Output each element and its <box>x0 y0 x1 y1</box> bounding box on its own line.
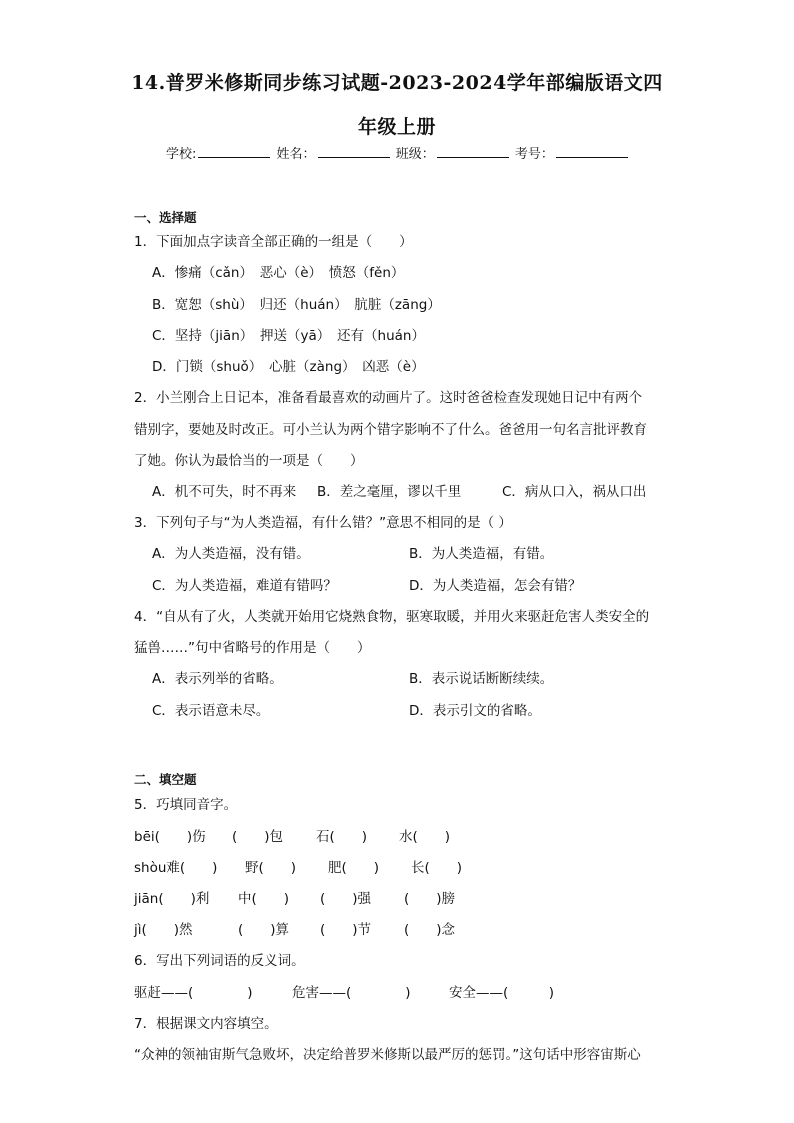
q5-item: ( )包 <box>232 829 284 845</box>
q5-item: 长( ) <box>411 860 463 876</box>
q4-option-a: A．表示列举的省略。 <box>152 671 283 687</box>
q3-option-a: A．为人类造福，没有错。 <box>152 546 310 562</box>
q5-item: ( )膀 <box>404 891 456 907</box>
number-blank[interactable] <box>556 145 628 158</box>
q5-item: shòu难( ) <box>134 860 218 876</box>
q2-line1: 2．小兰刚合上日记本，准备看最喜欢的动画片了。这时爸爸检查发现她日记中有两个 <box>134 390 643 406</box>
school-label: 学校: <box>166 147 197 162</box>
q6-stem: 6．写出下列词语的反义词。 <box>134 953 305 969</box>
q1-option-b: B．宽恕（shù） 归还（huán） 肮脏（zāng） <box>152 297 441 313</box>
q5-row-3 <box>134 890 734 908</box>
q1-stem: 1．下面加点字读音全部正确的一组是（ ） <box>134 234 413 250</box>
q5-item: 野( ) <box>245 860 297 876</box>
q4-option-b: B．表示说话断断续续。 <box>409 671 554 687</box>
q3-stem: 3．下列句子与“为人类造福，有什么错？”意思不相同的是（ ） <box>134 515 512 531</box>
q5-row-2 <box>134 859 734 877</box>
q5-item: ( )强 <box>320 891 372 907</box>
section-heading-choice: 一、选择题 <box>134 210 197 225</box>
q1-option-c: C．坚持（jiān） 押送（yā） 还有（huán） <box>152 328 425 344</box>
q5-item: jiān( )利 <box>134 891 210 907</box>
q6-item-b: 危害——( ) <box>292 985 411 1001</box>
q7-stem: 7．根据课文内容填空。 <box>134 1016 278 1032</box>
school-blank[interactable] <box>198 145 270 158</box>
q3-option-b: B．为人类造福，有错。 <box>409 546 554 562</box>
exam-title-line1: 14.普罗米修斯同步练习试题-2023-2024学年部编版语文四 <box>131 72 663 94</box>
q5-row-1 <box>134 828 734 846</box>
q4-option-d: D．表示引文的省略。 <box>409 703 541 719</box>
q2-line2: 错别字，要她及时改正。可小兰认为两个错字影响不了什么。爸爸用一句名言批评教育 <box>134 422 647 438</box>
q6-item-c: 安全——( ) <box>449 985 555 1001</box>
name-blank[interactable] <box>318 145 390 158</box>
q5-item: ( )念 <box>404 922 456 938</box>
q2-option-b: B．差之毫厘，谬以千里 <box>317 484 462 500</box>
q5-item: 水( ) <box>399 829 451 845</box>
class-label: 班级： <box>395 147 435 162</box>
q4-option-c: C．表示语意未尽。 <box>152 703 270 719</box>
q3-option-c: C．为人类造福，难道有错吗？ <box>152 578 337 594</box>
q1-option-d: D．门锁（shuǒ） 心脏（zàng） 凶恶（è） <box>152 359 425 375</box>
student-info-row <box>166 145 630 164</box>
q5-stem: 5．巧填同音字。 <box>134 797 238 813</box>
q2-option-a: A．机不可失，时不再来 <box>152 484 297 500</box>
q5-item: 石( ) <box>316 829 368 845</box>
q2-line3: 了她。你认为最恰当的一项是（ ） <box>134 453 364 469</box>
q5-item: ( )节 <box>320 922 372 938</box>
number-label: 考号： <box>514 147 554 162</box>
section-heading-fill: 二、填空题 <box>134 772 197 787</box>
q5-item: jì( )然 <box>134 922 193 938</box>
q5-item: 肥( ) <box>328 860 380 876</box>
class-blank[interactable] <box>437 145 509 158</box>
q6-item-a: 驱赶——( ) <box>134 985 253 1001</box>
q1-option-a: A．惨痛（cǎn） 恶心（è） 愤怒（fěn） <box>152 265 405 281</box>
q5-item: bēi( )伤 <box>134 829 206 845</box>
q5-row-4 <box>134 921 734 939</box>
q4-line2: 猛兽……”句中省略号的作用是（ ） <box>134 640 371 656</box>
q5-item: 中( ) <box>238 891 290 907</box>
q7-line1: “众神的领袖宙斯气急败坏，决定给普罗米修斯以最严厉的惩罚。”这句话中形容宙斯心 <box>134 1047 641 1063</box>
name-label: 姓名： <box>276 147 316 162</box>
q3-option-d: D．为人类造福，怎会有错？ <box>409 578 582 594</box>
q4-line1: 4．“自从有了火，人类就开始用它烧熟食物，驱寒取暖，并用火来驱赶危害人类安全的 <box>134 609 650 625</box>
q2-option-c: C．病从口入，祸从口出 <box>502 484 647 500</box>
q5-item: ( )算 <box>238 922 290 938</box>
exam-title-line2: 年级上册 <box>357 116 436 138</box>
